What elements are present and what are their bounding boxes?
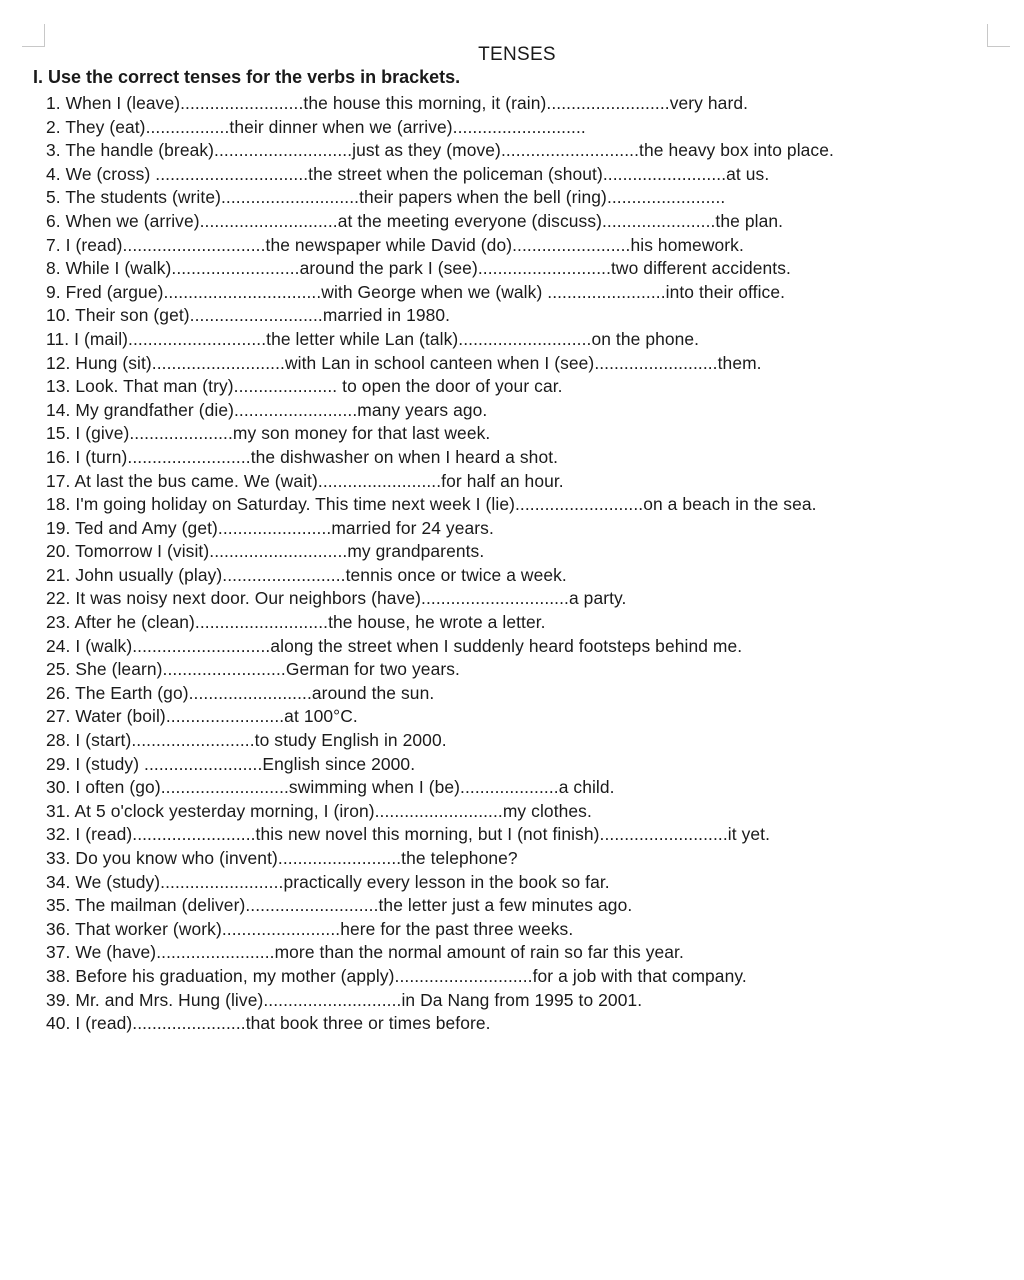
exercise-item-1: 1. When I (leave).........................the house this morning, it (rain).........................very hard.	[46, 93, 749, 113]
exercise-item-27: 27. Water (boil)........................at 100°C.	[46, 706, 358, 727]
exercise-item-9: 9. Fred (argue)................................with George when we (walk) ........................into their office.	[46, 281, 786, 302]
exercise-item-30: 30. I often (go)..........................swimming when I (be)....................a child.	[46, 777, 615, 798]
exercise-item-34: 34. We (study).........................practically every lesson in the book so far.	[46, 871, 610, 892]
exercise-item-36: 36. That worker (work)........................here for the past three weeks.	[46, 918, 574, 939]
page-title: TENSES	[478, 44, 556, 65]
exercise-item-4: 4. We (cross) ...............................the street when the policeman (shout).........................at us.	[46, 163, 770, 184]
exercise-item-15: 15. I (give).....................my son money for that last week.	[46, 423, 491, 444]
exercise-item-24: 24. I (walk)............................along the street when I suddenly heard footsteps behind me.	[46, 635, 743, 656]
exercise-item-22: 22. It was noisy next door. Our neighbors (have)..............................a party.	[46, 588, 627, 609]
exercise-item-31: 31. At 5 o'clock yesterday morning, I (iron)..........................my clothes.	[46, 800, 592, 821]
section-heading: I. Use the correct tenses for the verbs in brackets.	[33, 67, 461, 87]
exercise-item-32: 32. I (read).........................this new novel this morning, but I (not finish)..........................it yet.	[46, 824, 771, 845]
exercise-item-28: 28. I (start).........................to study English in 2000.	[46, 730, 447, 751]
exercise-item-19: 19. Ted and Amy (get).......................married for 24 years.	[46, 517, 494, 538]
exercise-item-17: 17. At last the bus came. We (wait).........................for half an hour.	[46, 470, 564, 491]
exercise-list	[46, 92, 834, 1036]
exercise-item-14: 14. My grandfather (die).........................many years ago.	[46, 399, 488, 420]
exercise-item-20: 20. Tomorrow I (visit)............................my grandparents.	[46, 541, 485, 562]
exercise-item-25: 25. She (learn).........................German for two years.	[46, 659, 460, 680]
exercise-item-13: 13. Look. That man (try)..................... to open the door of your car.	[46, 376, 563, 397]
exercise-item-8: 8. While I (walk)..........................around the park I (see)...........................two different accidents.	[46, 258, 791, 279]
exercise-item-33: 33. Do you know who (invent).........................the telephone?	[46, 848, 518, 868]
exercise-item-3: 3. The handle (break)............................just as they (move)............................the heavy box into place.	[46, 140, 834, 161]
exercise-item-37: 37. We (have)........................more than the normal amount of rain so far this year.	[46, 942, 684, 963]
exercise-item-39: 39. Mr. and Mrs. Hung (live)............................in Da Nang from 1995 to 2001.	[46, 989, 643, 1010]
exercise-item-38: 38. Before his graduation, my mother (apply)............................for a job with that company.	[46, 965, 747, 986]
exercise-item-29: 29. I (study) ........................English since 2000.	[46, 753, 416, 774]
exercise-item-7: 7. I (read).............................the newspaper while David (do)........................his homework.	[46, 234, 744, 255]
exercise-item-5: 5. The students (write)............................their papers when the bell (ring)........................	[46, 187, 726, 208]
exercise-item-35: 35. The mailman (deliver)...........................the letter just a few minutes ago.	[46, 895, 633, 916]
exercise-item-12: 12. Hung (sit)...........................with Lan in school canteen when I (see).........................them.	[46, 352, 762, 373]
exercise-item-40: 40. I (read).......................that book three or times before.	[46, 1013, 491, 1034]
exercise-item-21: 21. John usually (play).........................tennis once or twice a week.	[46, 564, 567, 585]
exercise-item-16: 16. I (turn).........................the dishwasher on when I heard a shot.	[46, 446, 559, 467]
exercise-item-10: 10. Their son (get)...........................married in 1980.	[46, 305, 451, 326]
exercise-item-2: 2. They (eat).................their dinner when we (arrive)...........................	[46, 116, 586, 137]
exercise-item-6: 6. When we (arrive)............................at the meeting everyone (discuss).......................the plan.	[46, 210, 784, 231]
exercise-item-18: 18. I'm going holiday on Saturday. This time next week I (lie)..........................on a beach in the sea.	[46, 494, 817, 515]
exercise-item-11: 11. I (mail)............................the letter while Lan (talk)...........................on the phone.	[46, 328, 700, 349]
exercise-item-23: 23. After he (clean)...........................the house, he wrote a letter.	[46, 612, 546, 633]
exercise-item-26: 26. The Earth (go).........................around the sun.	[46, 682, 435, 703]
